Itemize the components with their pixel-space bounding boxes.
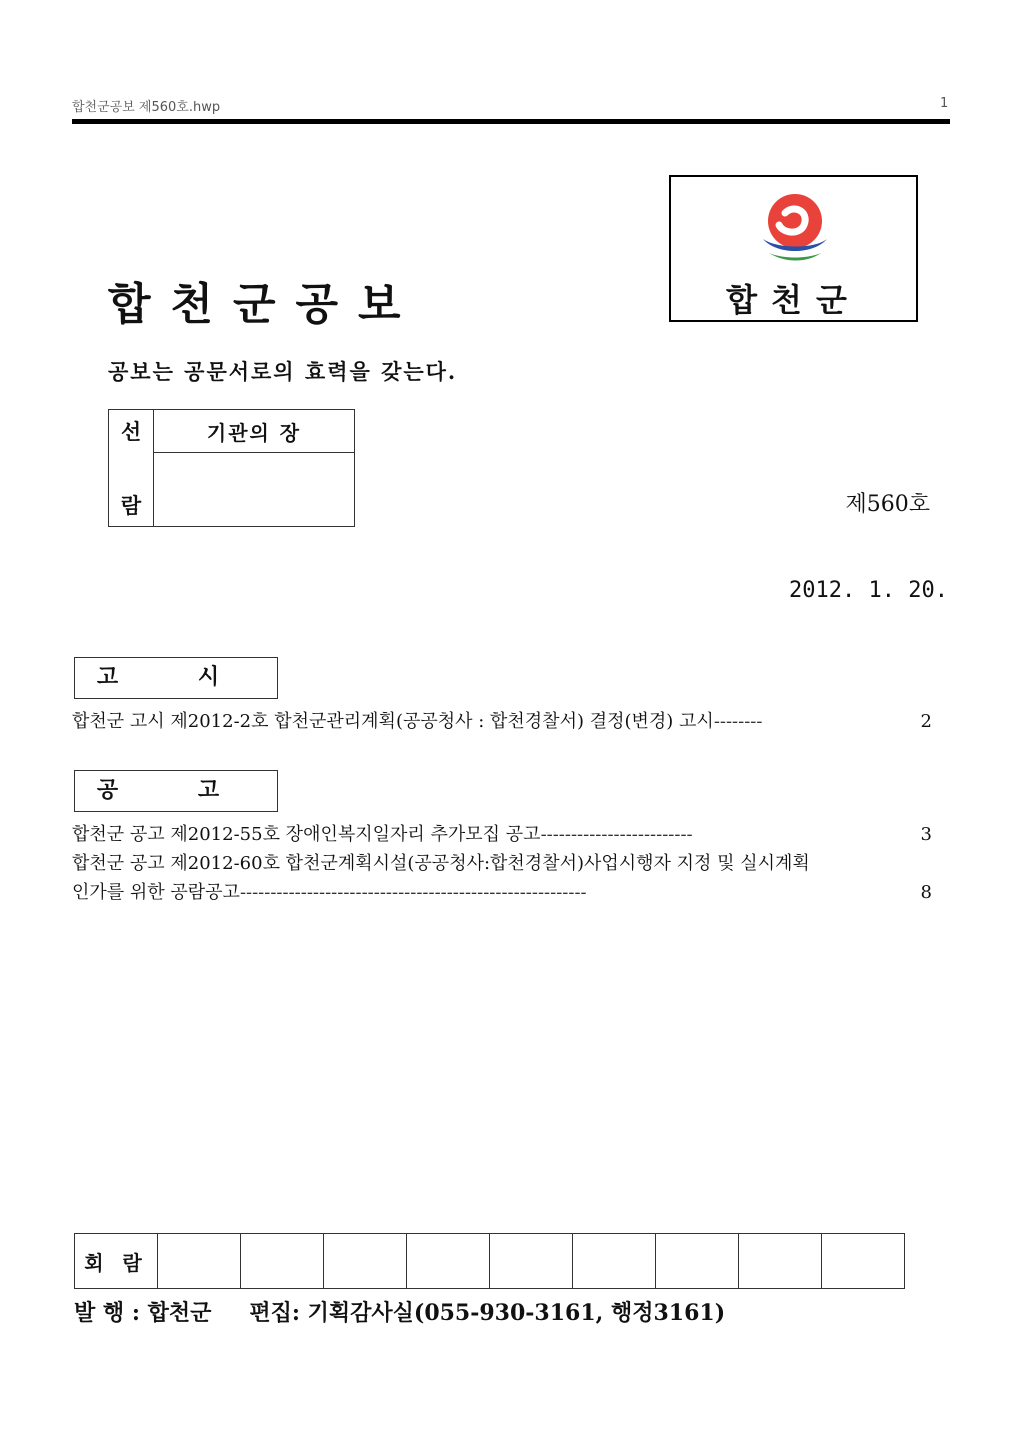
circulation-cell (573, 1234, 656, 1289)
circulation-cell (656, 1234, 739, 1289)
header-filename: 합천군공보 제560호.hwp (72, 100, 221, 115)
header-page-number: 1 (940, 96, 949, 111)
toc-item[interactable] (72, 707, 932, 736)
header-rule (72, 119, 950, 124)
toc-leader: --------------------------------------------------------- (239, 882, 587, 903)
circulation-cell (241, 1234, 324, 1289)
section-title-notice: 고 시 (74, 657, 278, 699)
toc-item-continued[interactable] (72, 878, 932, 907)
section-title-announcement: 공 고 (74, 770, 278, 812)
circulation-cell (158, 1234, 241, 1289)
emblem-sun (768, 194, 822, 248)
circulation-cell (822, 1234, 905, 1289)
circulation-table (74, 1233, 905, 1289)
gazette-subtitle: 공보는 공문서로의 효력을 갖는다. (108, 359, 458, 384)
toc-item[interactable] (72, 820, 932, 849)
logo-text: 합천군 (726, 281, 861, 319)
footer-publisher: 발 행 : 합천군 (74, 1300, 212, 1326)
toc-item-text: 인가를 위한 공람공고 (72, 882, 240, 903)
review-header: 기관의 장 (154, 410, 355, 453)
circulation-cell (490, 1234, 573, 1289)
review-signature-cell (154, 453, 355, 527)
review-label-bottom: 람 (120, 493, 142, 518)
county-logo (669, 175, 918, 322)
review-label-cell (109, 410, 154, 527)
toc-leader: ------------------------- (540, 824, 693, 845)
toc-item[interactable] (72, 849, 950, 878)
gazette-title: 합천군공보 (108, 279, 421, 330)
emblem-green-wave (769, 253, 821, 261)
toc-item-text: 합천군 공고 제2012-55호 장애인복지일자리 추가모집 공고 (72, 824, 541, 845)
footer (74, 1296, 725, 1327)
toc-leader: -------- (713, 711, 763, 732)
issue-number: 제560호 (845, 492, 930, 517)
circulation-cell (324, 1234, 407, 1289)
toc-item-page: 2 (920, 711, 932, 732)
toc-item-text: 합천군 고시 제2012-2호 합천군관리계획(공공청사 : 합천경찰서) 결정(변경) 고시 (72, 711, 714, 732)
review-table (108, 409, 355, 527)
issue-date: 2012. 1. 20. (789, 578, 948, 603)
circulation-label: 회 람 (75, 1234, 158, 1289)
footer-editor: 편집: 기획감사실(055-930-3161, 행정3161) (249, 1300, 726, 1326)
circulation-cell (407, 1234, 490, 1289)
circulation-cell (739, 1234, 822, 1289)
toc-item-page: 8 (920, 882, 932, 903)
toc-item-text: 합천군 공고 제2012-60호 합천군계획시설(공공청사:합천경찰서)사업시행자 지정 및 실시계획 (72, 853, 810, 874)
review-label-top: 선 (120, 419, 142, 444)
toc-item-page: 3 (920, 824, 932, 845)
county-emblem-icon (755, 191, 835, 273)
